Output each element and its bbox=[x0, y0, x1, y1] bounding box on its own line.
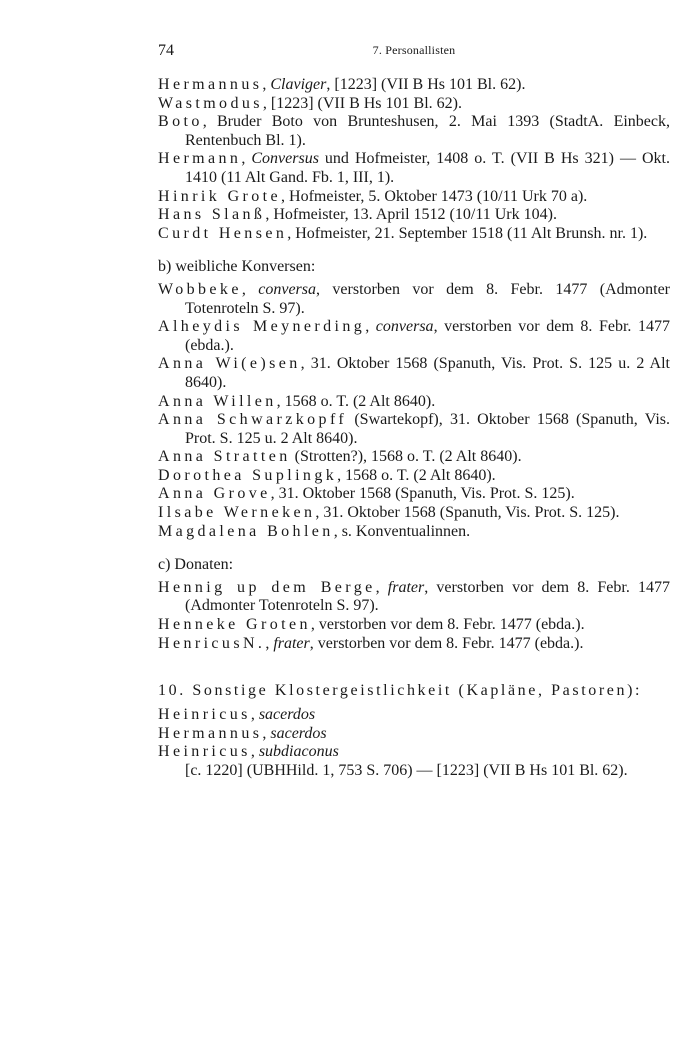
list-entry bbox=[158, 355, 670, 392]
person-name: Anna Willen bbox=[158, 392, 277, 410]
person-name: Anna Stratten bbox=[158, 448, 291, 466]
person-name: Anna Grove bbox=[158, 485, 271, 503]
list-entry bbox=[158, 448, 670, 467]
list-entry: HenricusN., frater, verstorben vor dem 8. Febr. 1477 (ebda.). bbox=[158, 634, 584, 652]
person-name: Anna Wi(e)sen bbox=[158, 355, 301, 373]
clergy-note: [c. 1220] (UBHHild. 1, 753 S. 706) — [1223] (VII B Hs 101 Bl. 62). bbox=[185, 762, 628, 779]
entry-details: , verstorben vor dem 8. Febr. 1477 (Admonter Totenroteln S. 97). bbox=[185, 578, 670, 615]
section-heading-b: b) weibliche Konversen: bbox=[158, 258, 316, 276]
person-name: Anna Schwarzkopff bbox=[158, 411, 348, 429]
list-entry: Hennig up dem Berge, frater, verstorben vor dem 8. Febr. 1477 (Admonter Totenroteln S. 97). bbox=[158, 578, 670, 615]
list-entry bbox=[158, 188, 670, 207]
page-body bbox=[158, 76, 670, 781]
person-name: Hermannus bbox=[158, 724, 263, 742]
donates-list bbox=[158, 579, 670, 653]
person-role: subdiaconus bbox=[258, 743, 339, 761]
list-entry bbox=[158, 616, 670, 635]
person-role: conversa bbox=[258, 280, 317, 298]
entry-details: , [1223] (VII B Hs 101 Bl. 62). bbox=[326, 76, 526, 93]
entry-details: (Strotten?), 1568 o. T. (2 Alt 8640). bbox=[290, 448, 522, 466]
list-entry: Alheydis Meynerding, conversa, verstorben vor dem 8. Febr. 1477 (ebda.). bbox=[158, 318, 671, 354]
person-name: Magdalena Bohlen bbox=[158, 522, 334, 540]
page-header bbox=[158, 42, 670, 62]
person-name: Boto bbox=[158, 113, 203, 131]
section-heading-c: c) Donaten: bbox=[158, 556, 234, 574]
entry-details: , 31. Oktober 1568 (Spanuth, Vis. Prot. S. 125 u. 2 Alt 8640). bbox=[185, 355, 670, 391]
person-name: Wastmodus bbox=[158, 94, 263, 112]
person-role: Conversus bbox=[251, 150, 319, 168]
entry-details: , Hofmeister, 13. April 1512 (10/11 Urk 104). bbox=[265, 206, 557, 224]
list-entry bbox=[158, 411, 670, 448]
entry-details: (Swartekopf), 31. Oktober 1568 (Spanuth, Vis. Prot. S. 125 u. 2 Alt 8640). bbox=[185, 411, 670, 447]
person-name: Henneke Groten bbox=[158, 616, 311, 634]
entry-details: , s. Konventualinnen. bbox=[333, 522, 471, 540]
person-name: Curdt Hensen bbox=[158, 224, 288, 242]
list-entry: Heinricus, sacerdos bbox=[158, 706, 316, 724]
person-role: Claviger bbox=[270, 76, 327, 93]
list-entry bbox=[158, 95, 670, 114]
entry-details: , 1568 o. T. (2 Alt 8640). bbox=[337, 466, 496, 484]
list-entry bbox=[158, 113, 670, 150]
person-name: Hinrik Grote bbox=[158, 187, 282, 205]
person-name: Heinricus bbox=[158, 706, 251, 724]
list-entry bbox=[158, 504, 670, 523]
lay-brothers-list bbox=[158, 76, 670, 243]
entry-details: , verstorben vor dem 8. Febr. 1477 (ebda.). bbox=[185, 318, 671, 354]
list-entry: Hermannus, Claviger, [1223] (VII B Hs 101 Bl. 62). bbox=[158, 76, 526, 93]
person-name: HenricusN. bbox=[158, 634, 266, 652]
person-name: Hennig up dem Berge bbox=[158, 578, 376, 596]
entry-details: , 31. Oktober 1568 (Spanuth, Vis. Prot. S. 125). bbox=[315, 504, 620, 522]
entry-details: , Hofmeister, 5. Oktober 1473 (10/11 Urk 70 a). bbox=[281, 187, 588, 205]
person-name: Alheydis Meynerding bbox=[158, 318, 366, 336]
list-entry bbox=[158, 206, 670, 225]
entry-details: , [1223] (VII B Hs 101 Bl. 62). bbox=[262, 94, 462, 112]
person-name: Hermann bbox=[158, 150, 242, 168]
entry-details: , Hofmeister, 21. September 1518 (11 Alt Brunsh. nr. 1). bbox=[287, 224, 648, 242]
list-entry: Heinricus, subdiaconus bbox=[158, 743, 339, 761]
list-entry: Hermannus, sacerdos bbox=[158, 724, 327, 742]
person-role: frater bbox=[273, 634, 310, 652]
list-entry bbox=[158, 485, 670, 504]
clergy-list bbox=[158, 706, 670, 762]
lay-sisters-list bbox=[158, 281, 670, 541]
entry-details: und Hofmeister, 1408 o. T. (VII B Hs 321) — Okt. 1410 (11 Alt Gand. Fb. 1, III, 1). bbox=[185, 150, 671, 186]
page-number: 74 bbox=[158, 42, 174, 59]
person-role: sacerdos bbox=[258, 706, 316, 724]
list-entry: Hermann, Conversus und Hofmeister, 1408 o. T. (VII B Hs 321) — Okt. 1410 (11 Alt Gand. Fb. 1, III, 1). bbox=[158, 150, 671, 186]
entry-details: , verstorben vor dem 8. Febr. 1477 (ebda.). bbox=[310, 616, 585, 634]
entry-details: , verstorben vor dem 8. Febr. 1477 (ebda.). bbox=[309, 634, 584, 652]
person-role: frater bbox=[387, 578, 425, 596]
list-entry bbox=[158, 225, 670, 244]
running-title: 7. Personallisten bbox=[372, 43, 456, 57]
list-entry bbox=[158, 523, 670, 542]
person-name: Hans Slanß bbox=[158, 206, 266, 224]
entry-details: , Bruder Boto von Brunteshusen, 2. Mai 1393 (StadtA. Einbeck, Rentenbuch Bl. 1). bbox=[185, 113, 670, 149]
list-entry bbox=[158, 393, 670, 412]
person-name: Heinricus bbox=[158, 743, 251, 761]
entry-details: , 1568 o. T. (2 Alt 8640). bbox=[276, 392, 436, 410]
person-name: Dorothea Suplingk bbox=[158, 466, 338, 484]
section-heading-10: 10. Sonstige Klostergeistlichkeit (Kapläne, Pastoren): bbox=[158, 682, 643, 700]
person-role: conversa bbox=[375, 318, 434, 336]
entry-details: , verstorben vor dem 8. Febr. 1477 (Admonter Totenroteln S. 97). bbox=[185, 280, 670, 317]
person-name: Ilsabe Werneken bbox=[158, 504, 316, 522]
person-name: Wobbeke bbox=[158, 280, 242, 298]
entry-details: , 31. Oktober 1568 (Spanuth, Vis. Prot. S. 125). bbox=[270, 485, 575, 503]
person-role: sacerdos bbox=[270, 724, 327, 742]
list-entry bbox=[158, 467, 670, 486]
person-name: Hermannus bbox=[158, 76, 263, 93]
list-entry: Wobbeke, conversa, verstorben vor dem 8. Febr. 1477 (Admonter Totenroteln S. 97). bbox=[158, 280, 670, 317]
